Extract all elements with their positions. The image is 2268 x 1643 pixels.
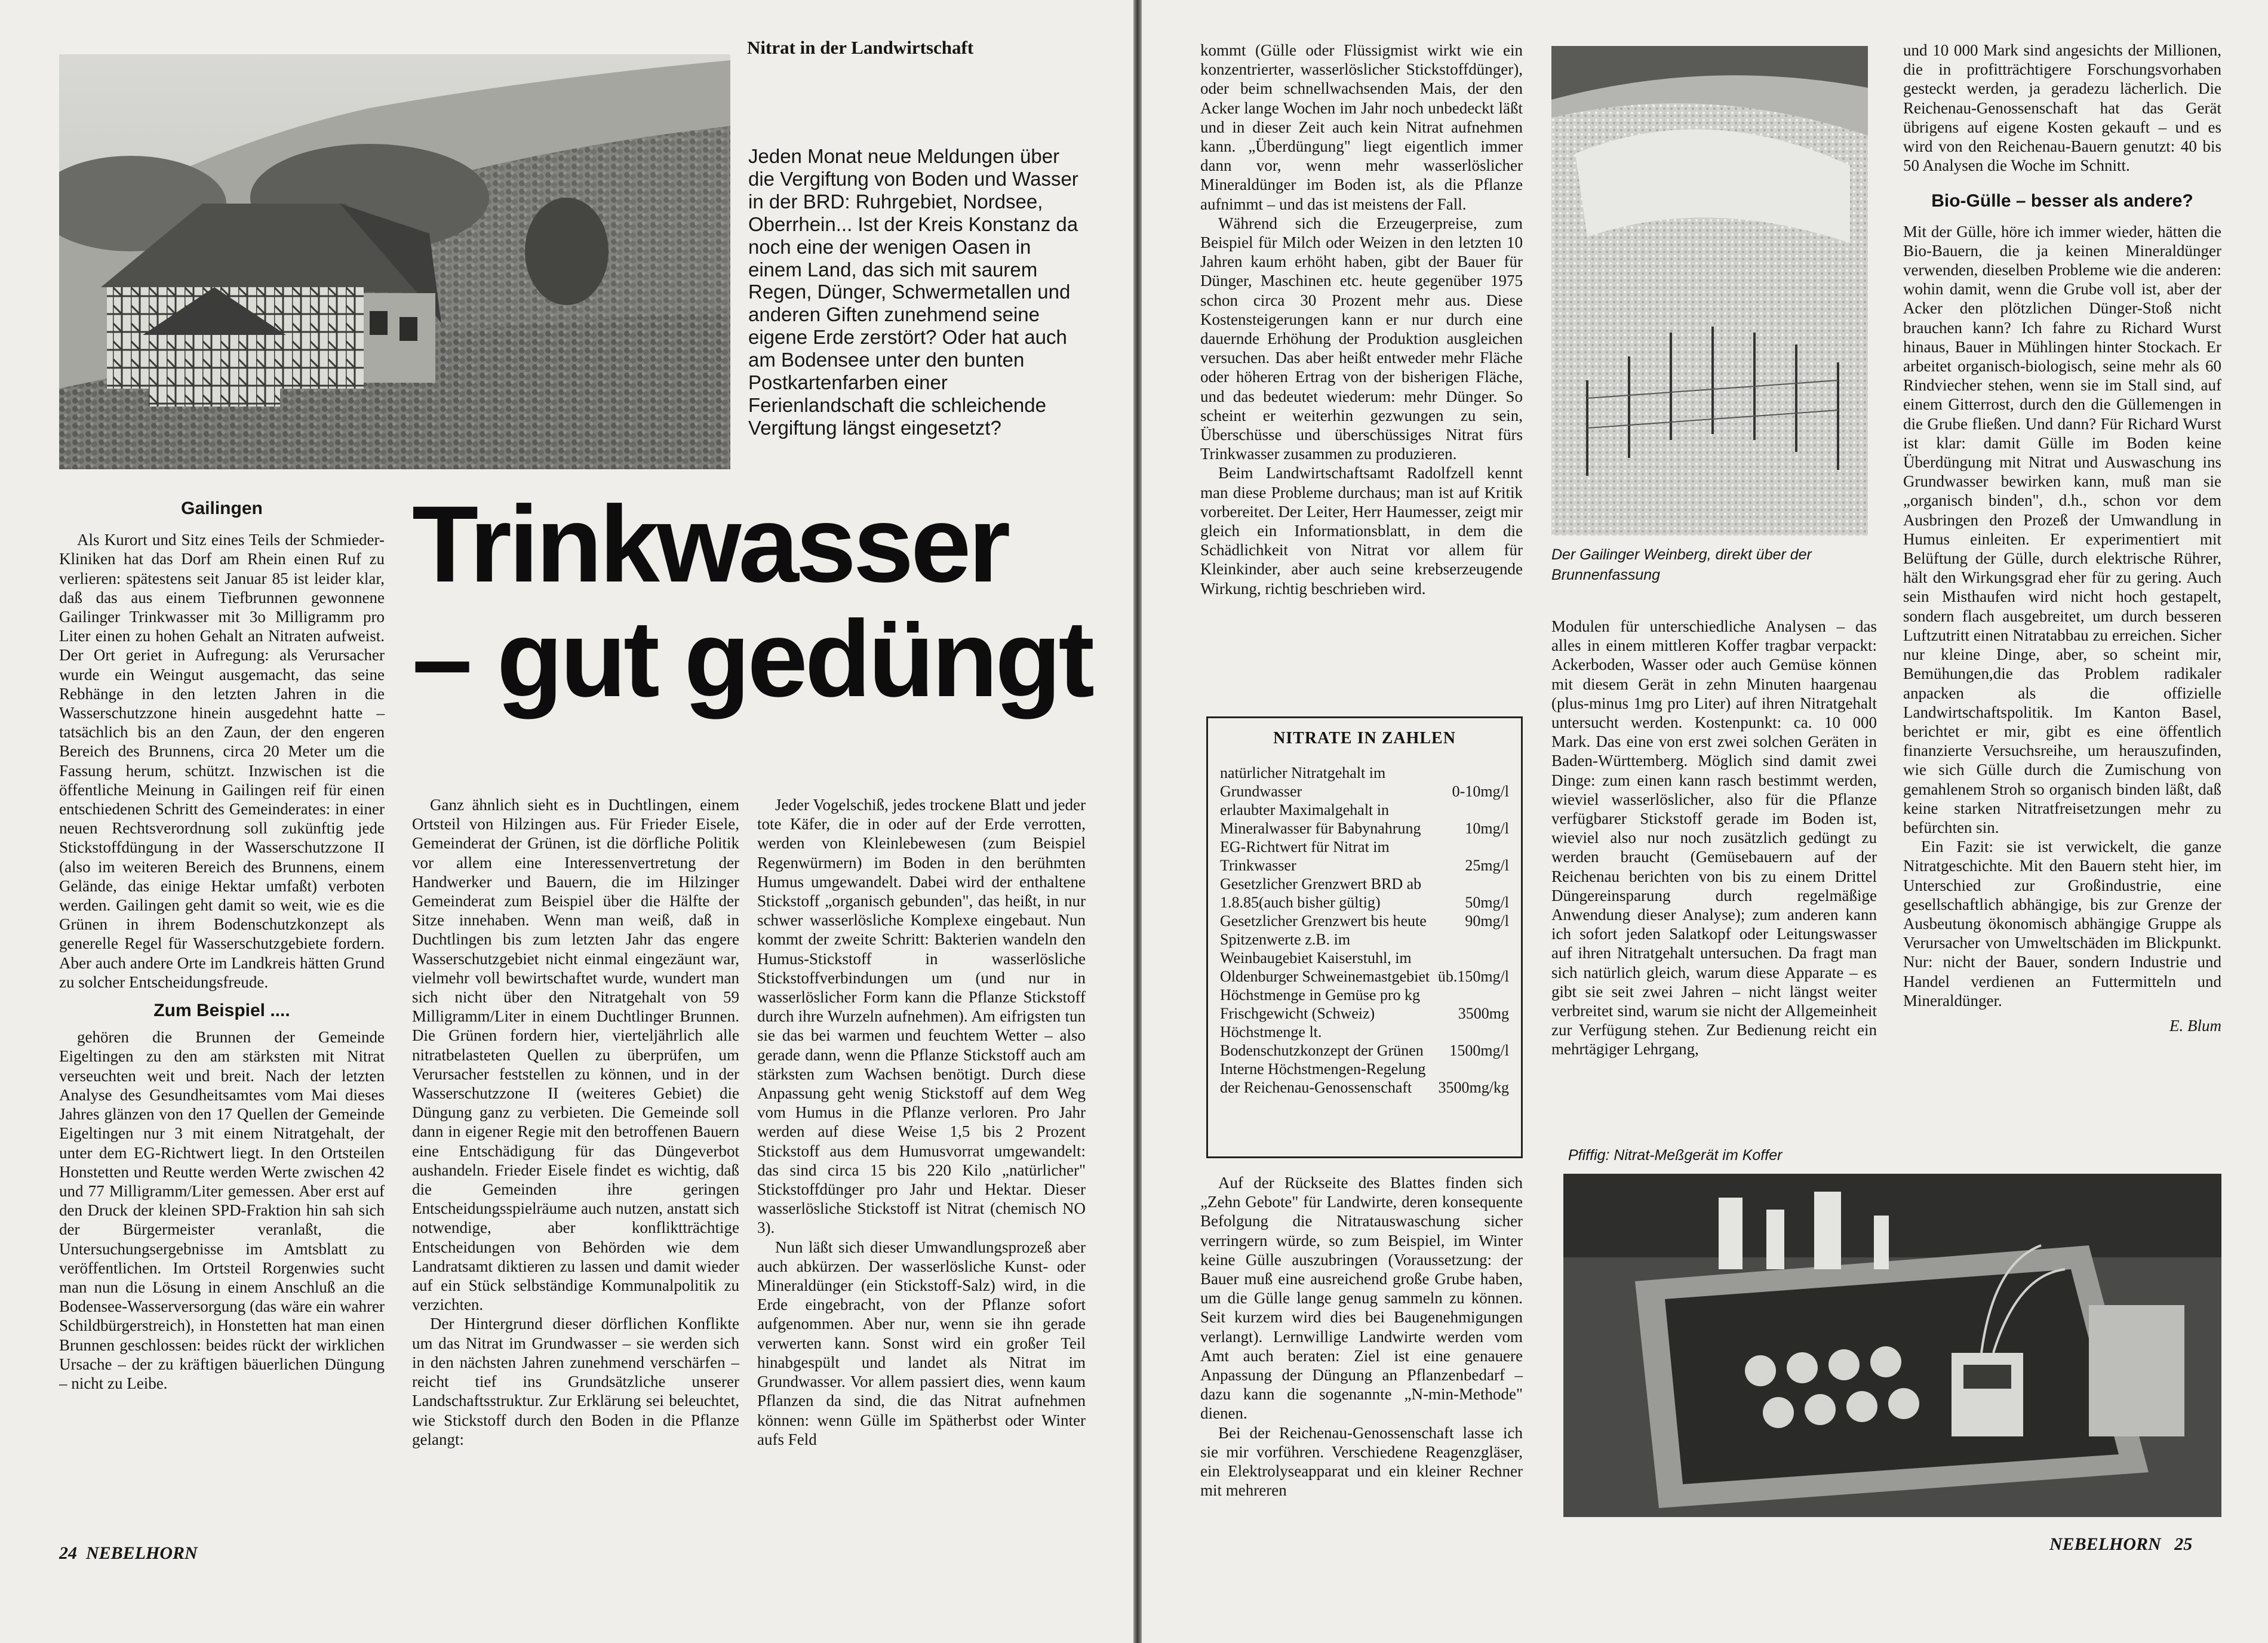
nitrate-row xyxy=(1220,1060,1509,1097)
nitrate-row-label: Spitzenwerte z.B. im Weinbaugebiet Kaiserstuhl, im Oldenburger Schweinemastgebiet xyxy=(1220,931,1430,985)
heading-gailingen: Gailingen xyxy=(181,499,263,518)
nitrate-row xyxy=(1220,875,1509,912)
headline xyxy=(412,483,1092,719)
headline-line-2: – gut gedüngt xyxy=(412,598,1092,719)
right-column-1b xyxy=(1200,1173,1523,1500)
right-column-2 xyxy=(1551,617,1877,1059)
paragraph-duchtlingen: Ganz ähnlich sieht es in Duchtlingen, einem Ortsteil von Hilzingen aus. Für Frieder Eisele, Gemeinderat der Grünen, ist die dörfliche Politik vor allem eine Interessenvertretung der Handwerker und Bauern, die im Hilzinger Gemeinderat zum Beispiel über die Hälfte der Sitze innehaben. Wenn man weiß, daß in Duchtlingen bis zum letzten Jahr das engere Wasserschutzgebiet nicht einmal eingezäunt war, vielmehr voll bewirtschaftet wurde, wundert man sich nicht über den Nitratgehalt von 59 Milligramm/Liter in einem Duchtlinger Brunnen. Die Grünen fordern hier, vierteljährlich alle nitratbelasteten Quellen zu überprüfen, um Verursacher feststellen zu können, und in der Wasserschutzzone II (weiteres Gebiet) die Düngung ganz zu verbieten. Die Gemeinde soll dann in eigener Regie mit den betroffenen Bauern eine Entschädigung für das Düngeverbot aushandeln. Frieder Eisele findet es wichtig, daß die Gemeinden ihre geringen Entscheidungsspielräume auch nutzen, anstatt sich notwendige, aber konfliktträchtige Entscheidungen von Behörden wie dem Landratsamt diktieren zu lassen und damit wieder auf ein Stück selbständige Kommunalpolitik zu verzichten. xyxy=(412,796,739,1314)
nitrate-row-value: 3500mg/kg xyxy=(1438,1079,1509,1096)
paragraph-stickstoff: Jeder Vogelschiß, jedes trockene Blatt und jeder tote Käfer, die in oder auf der Erde verrotten, werden von Kleinlebewesen (zum Beispiel Regenwürmern) im Boden in den berühmten Humus umgewandelt. Dabei wird der enthaltene Stickstoff „organisch gebunden", das heißt, in nur schwer wasserlösliche Komplexe eingebaut. Nun kommt der zweite Schritt: Bakterien wandeln den Humus-Stickstoff in wasserlösliche Stickstoffverbindungen um (und nur in wasserlöslicher Form kann die Pflanze Stickstoff durch ihre Wurzeln aufnehmen). Am eifrigsten tun sie das bei warmen und feuchtem Wetter – also gerade dann, wenn die Pflanze Stickstoff auch am stärksten zum Wachsen benötigt. Durch diese Anpassung geht wenig Stickstoff auf dem Weg vom Humus in die Pflanze verloren. Pro Jahr werden auf diese Weise 1,5 bis 2 Prozent Stickstoff aus dem Humusvorrat umgewandelt: das sind circa 15 bis 220 Kilo „natürlicher" Stickstoffdünger pro Jahr und Hektar. Dieser wasserlösliche Stickstoff ist Nitrat (chemisch NO 3). xyxy=(757,796,1086,1237)
right-column-3 xyxy=(1903,41,2221,1035)
heading-bio-guelle: Bio-Gülle – besser als andere? xyxy=(1931,191,2193,211)
right-folio xyxy=(2049,1534,2192,1555)
photo-illustration xyxy=(59,54,730,469)
nitrate-table xyxy=(1220,764,1509,1097)
photo-illustration-device xyxy=(1563,1174,2221,1517)
paragraph-gailingen: Als Kurort und Sitz eines Teils der Schmieder-Kliniken hat das Dorf am Rhein einen Ruf zu verlieren: spätestens seit Januar 85 ist leider klar, daß das aus einem Tiefbrunnen gewonnene Gailinger Trinkwasser mit 3o Milligramm pro Liter einen zu hohen Gehalt an Nitraten aufweist. Der Ort geriet in Aufregung: als Verursacher wurde ein Weingut ausgemacht, das seine Rebhänge in den letzten Jahren in die Wasserschutzzone hinein ausgedehnt hatte – tatsächlich bis an den Zaun, der den engeren Bereich des Brunnens, circa 20 Meter um die Fassung herum, schützt. Inzwischen ist die öffentliche Meinung in Gailingen reif für einen entschiedenen Schritt des Gemeinderates: in einer neuen Rechtsverordnung soll zukünftig jede Stickstoffdüngung in der Wasserschutzzone II (also im weiteren Bereich des Brunnens, einem Gelände, das einige Hektar umfaßt) verboten werden. Gailingen geht damit so weit, wie es die Grünen in ihrem Bodenschutzkonzept als generelle Regel für Wasserschutzgebiete fordern. Aber auch andere Orte im Landkreis hätten Grund zu solcher Entscheidungsfreude. xyxy=(59,531,385,991)
left-page xyxy=(0,0,1133,1643)
nitrate-row-label: Interne Höchstmengen-Regelung der Reichenau-Genossenschaft xyxy=(1220,1060,1426,1096)
page-number-left: 24 xyxy=(59,1543,77,1563)
left-column-2 xyxy=(412,795,739,1449)
nitrate-row-label: natürlicher Nitratgehalt im Grundwasser xyxy=(1220,764,1386,800)
nitrate-row-label: EG-Richtwert für Nitrat im Trinkwasser xyxy=(1220,838,1390,874)
nitrate-row-value: 50mg/l xyxy=(1465,894,1509,911)
section-header: Nitrat in der Landwirtschaft xyxy=(747,37,974,58)
paragraph-bio-guelle: Mit der Gülle, höre ich immer wieder, hätten die Bio-Bauern, die ja keinen Mineraldünger verwenden, dieselben Probleme wie die anderen: wohin damit, wenn die Grube voll ist, aber der Acker den plötzlichen Dünger-Stoß nicht brauchen kann? Ich fahre zu Richard Wurst hinaus, Bauer in Mühlingen hinter Stockach. Er arbeitet organisch-biologisch, seine mehr als 60 Rindviecher stehen, wenn sie im Stall sind, auf einem Gitterrost, durch den die Güllemengen in die Grube fließen. Und dann? Für Richard Wurst ist klar: damit Gülle im Boden keine Überdüngung mit Nitrat und Auswaschung ins Grundwasser bewirken kann, muß man sie „organisch binden", d.h., schon vor dem Ausbringen den Prozeß der Umwandlung in Humus einleiten. Er experimentiert mit Belüftung der Gülle, durch elektrische Rührer, hält den Wirkungsgrad eher für zu gering. Auch sein Misthaufen wird nicht hoch gestapelt, sondern flach ausgebreitet, um durch besseren Luftzutritt einen Nitratabbau zu erreichen. Sicher nur kleine Dinge, aber, so scheint mir, Bemühungen,die das Problem radikaler anpacken als die offizielle Landwirtschaftspolitik. Im Kanton Basel, berichtet er mir, gibt es eine öffentlich finanzierte Versuchsreihe, um herauszufinden, wie sich Gülle durch die Zumischung von gemahlenem Stroh so organisch binden läßt, daß keine starken Nitratfreisetzungen mehr zu befürchten sin. xyxy=(1903,222,2221,836)
nitrate-row xyxy=(1220,838,1509,875)
nitrate-row-value: 10mg/l xyxy=(1465,820,1509,837)
vineyard-caption: Der Gailinger Weinberg, direkt über der Brunnenfassung xyxy=(1551,546,1812,583)
paragraph-module: Modulen für unterschiedliche Analysen – das alles in einem mittleren Koffer tragbar verpackt: Ackerboden, Wasser oder auch Gemüse können mit diesem Gerät in zehn Minuten haargenau (plus-minus 1mg pro Liter) auf ihren Nitratgehalt untersucht werden. Kostenpunkt: ca. 10 000 Mark. Das eine von erst zwei solchen Geräten in Baden-Württemberg. Möglich sind damit zwei Dinge: zum einen kann rasch bestimmt werden, wieviel wasserlöslicher, also für die Pflanze verfügbarer Stickstoff gerade im Boden ist, wieviel also nur noch zusätzlich gedüngt zu werden braucht (Gemüsebauern auf der Reichenau berichten von bis zu einem Drittel Düngereinsparung durch regelmäßige Anwendung dieser Analyse); zum anderen kann ich sofort jeden Salatkopf oder Leitungswasser auf ihren Nitratgehalt untersuchen. Da fragt man sich natürlich gleich, warum diese Apparate – es gibt sie seit zwei Jahren – nicht längst weiter verbreitet sind, warum sie nicht der Allgemeinheit zur Verfügung stehen. Zur Bedienung reicht ein mehrtägiger Lehrgang, xyxy=(1551,617,1877,1059)
author-signature: E. Blum xyxy=(2169,1016,2221,1035)
nitrate-facts-box xyxy=(1206,716,1523,1158)
paragraph-zehn-gebote: Auf der Rückseite des Blattes finden sich „Zehn Gebote" für Landwirte, deren konsequente Befolgung die Nitratauswaschung sicher verringern würde, so zum Beispiel, im Winter keine Gülle auszubringen (Voraussetzung: der Bauer muß eine ausreichend große Grube haben, um die Gülle lange genug sammeln zu können. Seit kurzem wird dies bei Baugenehmigungen verlangt). Lernwillige Landwirte werden vom Amt auch beraten: Ziel ist eine genauere Anpassung der Düngung an Pflanzenbedarf – dazu kann die sogenannte „N-min-Methode" dienen. xyxy=(1200,1174,1523,1423)
nitrate-device-photo xyxy=(1563,1174,2221,1517)
paragraph-hintergrund: Der Hintergrund dieser dörflichen Konflikte um das Nitrat im Grundwasser – sie werden sich in den nächsten Jahren zunehmend verschärfen – reicht tief ins Grundsätzliche unserer Landschaftsstruktur. Zur Erklärung sei beleuchtet, wie Stickstoff durch den Boden in die Pflanze gelangt: xyxy=(412,1315,739,1448)
paragraph-fazit: Ein Fazit: sie ist verwickelt, die ganze Nitratgeschichte. Mit den Bauern steht hier, im Unterschied zur Großindustrie, eine gesellschaftlich abhängige, bis zur Grenze der Ausbeutung ökonomisch abhängige Gruppe als Verursacher von Umweltschäden im Blickpunkt. Nur: nicht der Bauer, sondern Industrie und Handel verdienen an Futtermitteln und Mineraldünger. xyxy=(1903,838,2221,1010)
headline-line-1: Trinkwasser xyxy=(412,483,1008,605)
nitrate-row-value: 3500mg xyxy=(1458,1005,1509,1022)
paragraph-landwirtschaftsamt: Beim Landwirtschaftsamt Radolfzell kennt man diese Probleme durchaus; man ist auf Kritik vorbereitet. Der Leiter, Herr Haumesser, zeigt mir gleich ein Informationsblatt, in dem die Schädlichkeit von Nitrat vor allem für Kleinkinder, aber auch seine krebserzeugende Wirkung, richtig beschrieben wird. xyxy=(1200,464,1523,598)
nitrate-row xyxy=(1220,930,1509,986)
heading-zum-beispiel: Zum Beispiel .... xyxy=(153,1001,290,1021)
paragraph-reichenau: Bei der Reichenau-Genossenschaft lasse ich sie mir vorführen. Verschiedene Reagenzgläser, ein Elektrolyseapparat und ein kleiner Rechner mit mehreren xyxy=(1200,1423,1523,1500)
nitrate-row xyxy=(1220,986,1509,1023)
nitrate-row-value: 1500mg/l xyxy=(1449,1042,1509,1059)
nitrate-row-label: erlaubter Maximalgehalt in Mineralwasser für Babynahrung xyxy=(1220,801,1421,837)
paragraph-kosten: und 10 000 Mark sind angesichts der Millionen, die in profitträchtigere Forschungsvorhaben gesteckt werden, ja geradezu lächerlich. Die Reichenau-Genossenschaft hat das Gerät übrigens auf eigene Kosten gekauft – und es wird von den Reichenau-Bauern genutzt: 40 bis 50 Analysen die Woche im Schnitt. xyxy=(1903,41,2221,175)
nitrate-row-label: Gesetzlicher Grenzwert bis heute xyxy=(1220,912,1427,930)
photo-illustration-vineyard xyxy=(1551,46,1868,536)
nitrate-row-value: 90mg/l xyxy=(1465,912,1509,930)
magazine-title-right: NEBELHORN xyxy=(2049,1534,2161,1554)
vineyard-winter-photo xyxy=(1551,46,1868,536)
nitrate-row-label: Gesetzlicher Grenzwert BRD ab 1.8.85(auch bisher gültig) xyxy=(1220,875,1422,911)
magazine-title-left: NEBELHORN xyxy=(86,1543,198,1563)
paragraph-guelle: kommt (Gülle oder Flüssigmist wirkt wie ein konzentrierter, wasserlöslicher Stickstoffdünger), oder beim schnellwachsenden Mais, der den Acker lange Wochen im Jahr noch unbedeckt läßt und in dieser Zeit auch kein Nitrat aufnehmen kann. „Überdüngung" liegt eigentlich immer dann vor, wenn mehr wasserlöslicher Mineraldünger im Boden ist, als die Pflanze aufnimmt – und das ist meistens der Fall. xyxy=(1200,41,1523,213)
nitrate-row xyxy=(1220,1023,1509,1060)
paragraph-umwandlung: Nun läßt sich dieser Umwandlungsprozeß aber auch abkürzen. Der wasserlösliche Kunst- oder Mineraldünger (ein Stickstoff-Salz) wird, in die Erde eingebracht, von der Pflanze sofort aufgenommen. Aber nur, wenn sie ihn gerade verwerten kann. Sonst wird ein großer Teil hinabgespült und landet als Nitrat im Grundwasser. Vor allem passiert dies, wenn kaum Pflanzen da sind, die das Nitrat aufnehmen können: wenn Gülle im Spätherbst oder Winter aufs Feld xyxy=(757,1238,1086,1448)
page-number-right: 25 xyxy=(2174,1534,2193,1554)
paragraph-eigeltingen: gehören die Brunnen der Gemeinde Eigeltingen zu den am stärksten mit Nitrat verseuchten weit und breit. Nach der letzten Analyse des Gesundheitsamtes vom Mai dieses Jahres glänzen von den 17 Quellen der Gemeinde Eigeltingen nur 3 mit einem Nitratgehalt, der unter dem EG-Richtwert liegt. In den Ortsteilen Honstetten und Reutte werden Werte zwischen 42 und 77 Milligramm/Liter gemessen. Aber erst auf den Druck der kleinen SPD-Fraktion hin sah sich der Bürgermeister veranlaßt, die Untersuchungsergebnisse im Amtsblatt zu veröffentlichen. Im Ortsteil Rorgenwies sucht man nun die Lösung in einem Anschluß an die Bodensee-Wasserversorgung (das wäre ein wahrer Schildbürgerstreich), in Honstetten hat man einen Brunnen geschlossen: beides rückt der wirklichen Ursache – der zu kräftigen bäuerlichen Düngung – nicht zu Leibe. xyxy=(59,1028,385,1392)
nitrate-box-title: NITRATE IN ZAHLEN xyxy=(1273,729,1456,747)
nitrate-row xyxy=(1220,764,1509,801)
device-caption: Pfiffig: Nitrat-Meßgerät im Koffer xyxy=(1568,1147,1783,1164)
nitrate-row-label: Höchstmenge in Gemüse pro kg Frischgewicht (Schweiz) xyxy=(1220,986,1421,1022)
farmhouse-vineyard-photo xyxy=(59,54,730,469)
left-folio xyxy=(59,1543,198,1564)
book-gutter xyxy=(1133,0,1142,1643)
right-page xyxy=(1142,0,2268,1643)
left-column-1 xyxy=(59,499,385,1393)
nitrate-row-value: 0-10mg/l xyxy=(1452,783,1509,800)
lead-paragraph: Jeden Monat neue Meldungen über die Vergiftung von Boden und Wasser in der BRD: Ruhrgebiet, Nordsee, Oberrhein... Ist der Kreis Konstanz da noch eine der wenigen Oasen in einem Land, das sich mit saurem Regen, Dünger, Schwermetallen und anderen Giften zunehmend seine eigene Erde zerstört? Oder hat auch am Bodensee unter den bunten Postkartenfarben einer Ferienlandschaft die schleichende Vergiftung längst eingesetzt? xyxy=(748,145,1078,439)
nitrate-row-value: üb.150mg/l xyxy=(1437,968,1509,985)
right-column-1 xyxy=(1200,41,1523,598)
left-column-3 xyxy=(757,795,1086,1449)
paragraph-erzeugerpreise: Während sich die Erzeugerpreise, zum Beispiel für Milch oder Weizen in den letzten 10 Jahren kaum erhöht haben, gibt der Bauer für Dünger, Maschinen etc. heute gegenüber 1975 schon circa 30 Prozent mehr aus. Diese Kostensteigerungen kann er nur durch eine dauernde Erhöhung der Produktion ausgleichen versuchen. Das aber heißt entweder mehr Fläche oder höheren Ertrag von der bisherigen Fläche, und das bedeutet wiederum: mehr Dünger. So scheint er weiterhin gezwungen zu sein, Überschüsse und überschüssiges Nitrat fürs Trinkwasser zusammen zu produzieren. xyxy=(1200,214,1523,463)
nitrate-row-label: Höchstmenge lt. Bodenschutzkonzept der Grünen xyxy=(1220,1023,1424,1059)
nitrate-row xyxy=(1220,801,1509,838)
nitrate-row xyxy=(1220,912,1509,930)
nitrate-row-value: 25mg/l xyxy=(1465,857,1509,874)
